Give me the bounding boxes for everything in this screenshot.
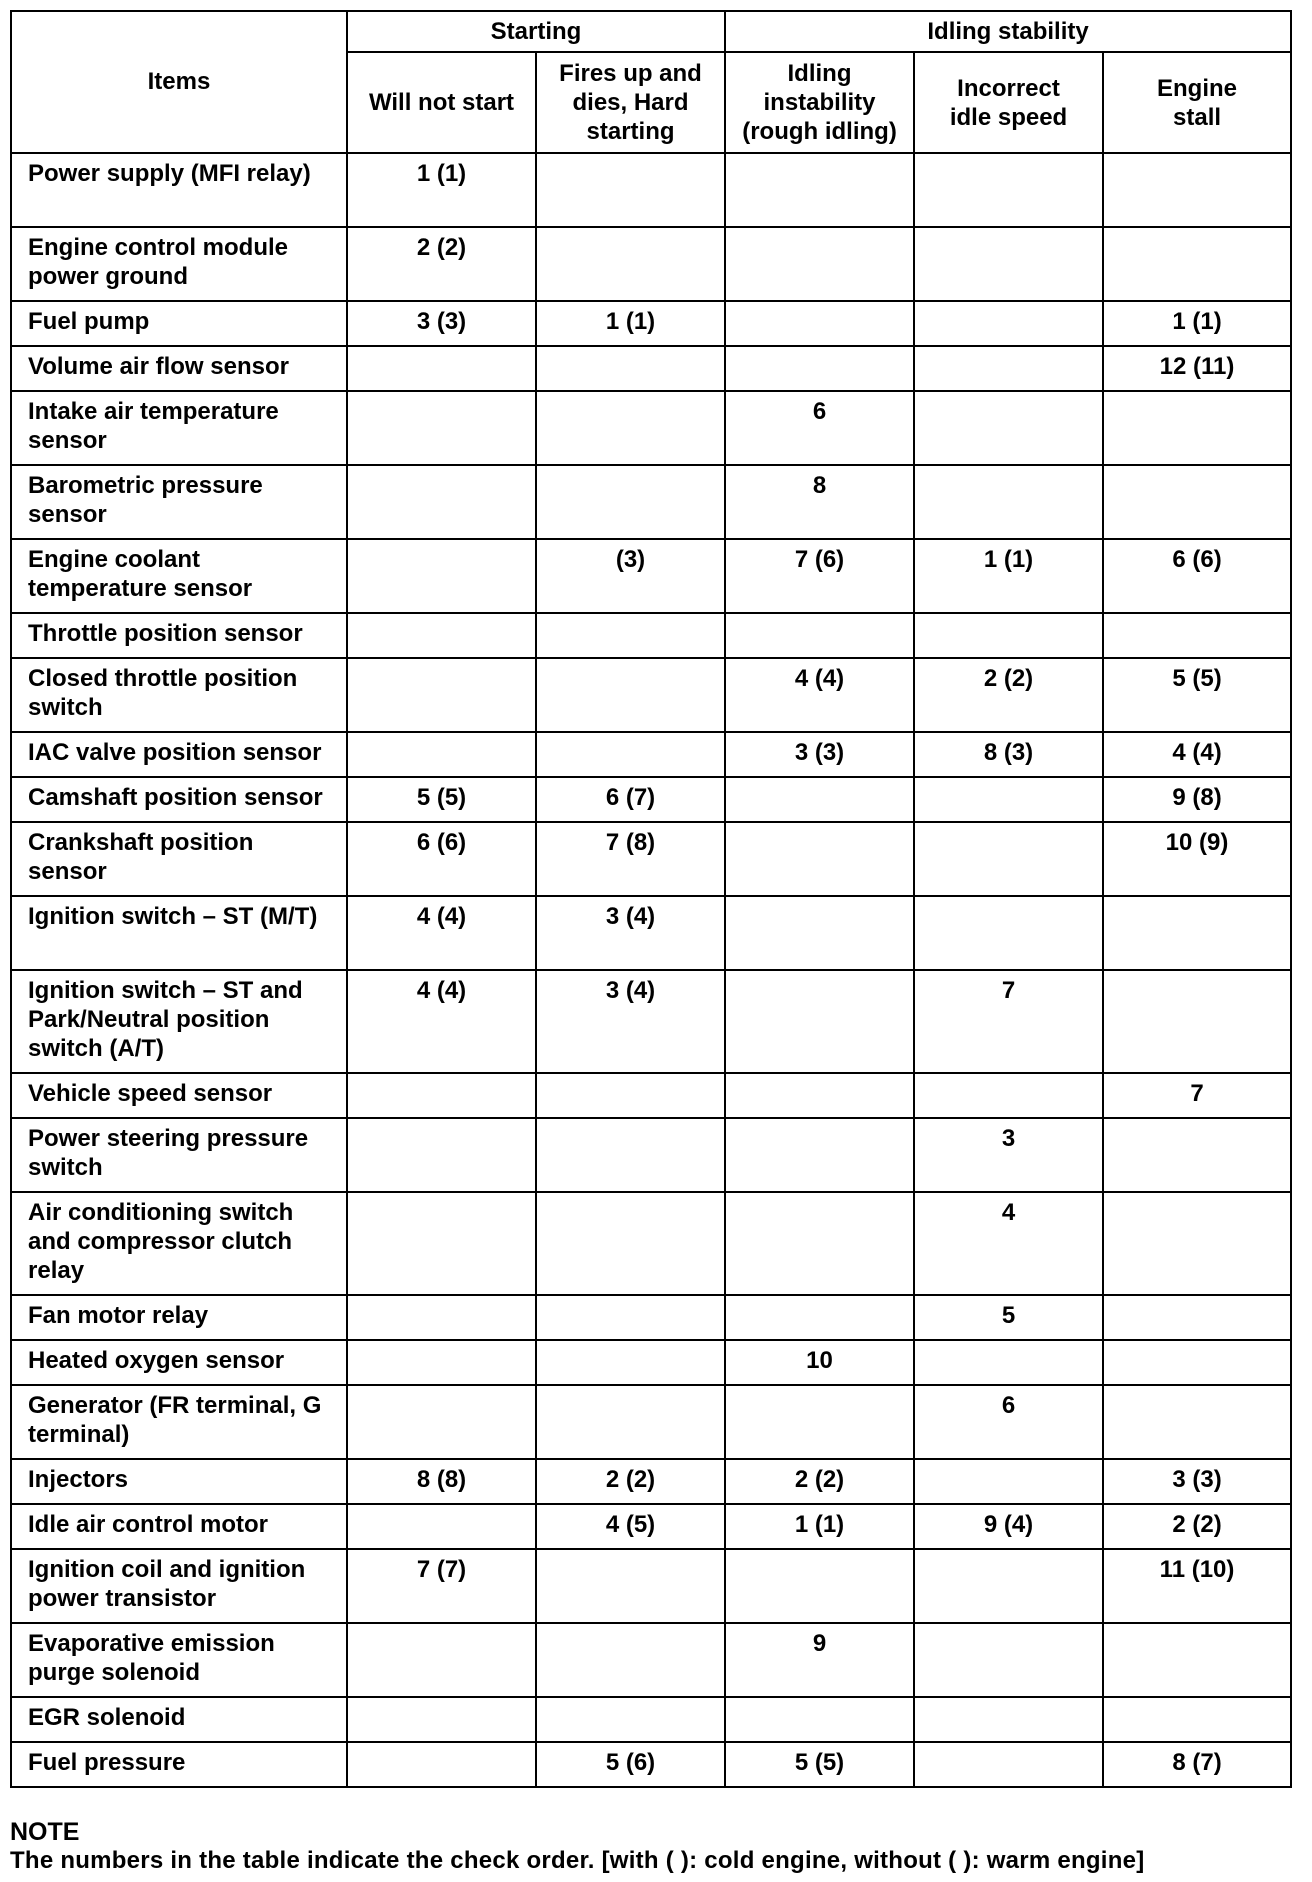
- check-order-cell: 9 (4): [914, 1504, 1103, 1549]
- table-row: [11, 822, 1291, 896]
- row-item-label: Barometric pressure sensor: [11, 465, 347, 539]
- check-order-cell: [914, 1073, 1103, 1118]
- check-order-cell: [347, 1385, 536, 1459]
- table-header: [11, 11, 1291, 153]
- check-order-cell: [347, 465, 536, 539]
- row-item-label: Power steering pressure switch: [11, 1118, 347, 1192]
- check-order-cell: [347, 1504, 536, 1549]
- check-order-cell: (3): [536, 539, 725, 613]
- note-title: NOTE: [10, 1818, 80, 1846]
- check-order-cell: [725, 346, 914, 391]
- table-row: [11, 1549, 1291, 1623]
- check-order-cell: [914, 301, 1103, 346]
- table-row: [11, 732, 1291, 777]
- row-item-label: IAC valve position sensor: [11, 732, 347, 777]
- table-body: [11, 153, 1291, 1787]
- check-order-cell: [347, 1742, 536, 1787]
- check-order-cell: [536, 1192, 725, 1295]
- table-row: [11, 227, 1291, 301]
- check-order-cell: [347, 1697, 536, 1742]
- check-order-cell: 6: [914, 1385, 1103, 1459]
- check-order-cell: [536, 1385, 725, 1459]
- check-order-cell: 1 (1): [914, 539, 1103, 613]
- check-order-cell: [914, 896, 1103, 970]
- check-order-cell: [725, 1118, 914, 1192]
- check-order-cell: [536, 1549, 725, 1623]
- check-order-cell: 3 (3): [347, 301, 536, 346]
- check-order-cell: [914, 1742, 1103, 1787]
- check-order-cell: [536, 346, 725, 391]
- table-row: [11, 346, 1291, 391]
- check-order-cell: [1103, 1623, 1291, 1697]
- note-text: The numbers in the table indicate the check order. [with ( ): cold engine, without ( ): warm engine]: [10, 1847, 1145, 1874]
- check-order-cell: [536, 613, 725, 658]
- check-order-cell: [536, 465, 725, 539]
- check-order-cell: 7 (8): [536, 822, 725, 896]
- check-order-cell: 7 (7): [347, 1549, 536, 1623]
- row-item-label: Fan motor relay: [11, 1295, 347, 1340]
- check-order-cell: [725, 1385, 914, 1459]
- check-order-cell: [347, 346, 536, 391]
- check-order-cell: 12 (11): [1103, 346, 1291, 391]
- check-order-cell: 6 (6): [1103, 539, 1291, 613]
- check-order-cell: [725, 777, 914, 822]
- check-order-cell: [1103, 896, 1291, 970]
- row-item-label: Engine control module power ground: [11, 227, 347, 301]
- row-item-label: Engine coolant temperature sensor: [11, 539, 347, 613]
- table-row: [11, 1742, 1291, 1787]
- check-order-cell: [914, 777, 1103, 822]
- check-order-cell: [347, 391, 536, 465]
- row-item-label: Air conditioning switch and compressor clutch relay: [11, 1192, 347, 1295]
- check-order-cell: [1103, 1385, 1291, 1459]
- check-order-cell: [347, 1073, 536, 1118]
- check-order-cell: 7: [914, 970, 1103, 1073]
- check-order-cell: 5 (6): [536, 1742, 725, 1787]
- check-order-cell: [536, 732, 725, 777]
- check-order-cell: [347, 1192, 536, 1295]
- check-order-cell: [536, 1073, 725, 1118]
- row-item-label: Power supply (MFI relay): [11, 153, 347, 227]
- check-order-cell: 2 (2): [725, 1459, 914, 1504]
- check-order-cell: 3 (3): [725, 732, 914, 777]
- check-order-cell: 8 (7): [1103, 1742, 1291, 1787]
- row-item-label: Ignition coil and ignition power transistor: [11, 1549, 347, 1623]
- check-order-cell: [725, 1549, 914, 1623]
- check-order-cell: 4 (4): [725, 658, 914, 732]
- check-order-cell: [914, 613, 1103, 658]
- check-order-cell: 4 (5): [536, 1504, 725, 1549]
- check-order-cell: [725, 301, 914, 346]
- table-row: [11, 1192, 1291, 1295]
- check-order-cell: [914, 1697, 1103, 1742]
- row-item-label: EGR solenoid: [11, 1697, 347, 1742]
- check-order-cell: [725, 1697, 914, 1742]
- row-item-label: Camshaft position sensor: [11, 777, 347, 822]
- check-order-cell: 8 (3): [914, 732, 1103, 777]
- header-col-fires-up-and-dies: Fires up and dies, Hard starting: [536, 52, 725, 153]
- header-items: Items: [11, 11, 347, 153]
- table-row: [11, 1623, 1291, 1697]
- check-order-cell: [1103, 613, 1291, 658]
- check-order-cell: [914, 822, 1103, 896]
- header-col-incorrect-idle-speed: Incorrect idle speed: [914, 52, 1103, 153]
- table-row: [11, 613, 1291, 658]
- header-col-engine-stall: Engine stall: [1103, 52, 1291, 153]
- check-order-cell: 4 (4): [347, 896, 536, 970]
- check-order-cell: [347, 539, 536, 613]
- row-item-label: Idle air control motor: [11, 1504, 347, 1549]
- check-order-cell: [725, 613, 914, 658]
- diagnosis-table: [10, 10, 1292, 1788]
- check-order-cell: 2 (2): [1103, 1504, 1291, 1549]
- check-order-cell: 4 (4): [1103, 732, 1291, 777]
- check-order-cell: [536, 1697, 725, 1742]
- header-col-idling-instability: Idling instability (rough idling): [725, 52, 914, 153]
- check-order-cell: 5 (5): [1103, 658, 1291, 732]
- check-order-cell: 4: [914, 1192, 1103, 1295]
- check-order-cell: [914, 1459, 1103, 1504]
- check-order-cell: [536, 658, 725, 732]
- check-order-cell: [725, 1192, 914, 1295]
- check-order-cell: [914, 1340, 1103, 1385]
- check-order-cell: [1103, 1340, 1291, 1385]
- row-item-label: Injectors: [11, 1459, 347, 1504]
- diagnosis-document: [10, 10, 1290, 1788]
- check-order-cell: [536, 1623, 725, 1697]
- check-order-cell: [347, 658, 536, 732]
- check-order-cell: [536, 1340, 725, 1385]
- table-row: [11, 539, 1291, 613]
- check-order-cell: [1103, 391, 1291, 465]
- table-row: [11, 896, 1291, 970]
- table-row: [11, 658, 1291, 732]
- table-row: [11, 391, 1291, 465]
- check-order-cell: [1103, 970, 1291, 1073]
- check-order-cell: [347, 732, 536, 777]
- check-order-cell: [347, 1295, 536, 1340]
- check-order-cell: 1 (1): [347, 153, 536, 227]
- check-order-cell: [1103, 1295, 1291, 1340]
- check-order-cell: 3 (4): [536, 896, 725, 970]
- check-order-cell: [1103, 1118, 1291, 1192]
- check-order-cell: 10: [725, 1340, 914, 1385]
- table-row: [11, 1459, 1291, 1504]
- check-order-cell: 7 (6): [725, 539, 914, 613]
- row-item-label: Vehicle speed sensor: [11, 1073, 347, 1118]
- check-order-cell: [347, 1118, 536, 1192]
- check-order-cell: 5: [914, 1295, 1103, 1340]
- check-order-cell: [725, 896, 914, 970]
- row-item-label: Ignition switch – ST and Park/Neutral position switch (A/T): [11, 970, 347, 1073]
- check-order-cell: 1 (1): [536, 301, 725, 346]
- row-item-label: Evaporative emission purge solenoid: [11, 1623, 347, 1697]
- header-group-idling-stability: Idling stability: [725, 11, 1291, 52]
- check-order-cell: [725, 1073, 914, 1118]
- check-order-cell: 3: [914, 1118, 1103, 1192]
- row-item-label: Throttle position sensor: [11, 613, 347, 658]
- check-order-cell: 2 (2): [914, 658, 1103, 732]
- table-row: [11, 777, 1291, 822]
- check-order-cell: 10 (9): [1103, 822, 1291, 896]
- check-order-cell: [725, 153, 914, 227]
- row-item-label: Volume air flow sensor: [11, 346, 347, 391]
- check-order-cell: [914, 227, 1103, 301]
- check-order-cell: 3 (3): [1103, 1459, 1291, 1504]
- table-row: [11, 1385, 1291, 1459]
- table-row: [11, 153, 1291, 227]
- row-item-label: Intake air temperature sensor: [11, 391, 347, 465]
- table-row: [11, 465, 1291, 539]
- check-order-cell: [347, 1340, 536, 1385]
- check-order-cell: 2 (2): [347, 227, 536, 301]
- check-order-cell: [914, 1549, 1103, 1623]
- row-item-label: Closed throttle position switch: [11, 658, 347, 732]
- table-row: [11, 301, 1291, 346]
- check-order-cell: 9 (8): [1103, 777, 1291, 822]
- check-order-cell: 8 (8): [347, 1459, 536, 1504]
- check-order-cell: 9: [725, 1623, 914, 1697]
- check-order-cell: 5 (5): [347, 777, 536, 822]
- check-order-cell: [914, 346, 1103, 391]
- check-order-cell: 6 (6): [347, 822, 536, 896]
- table-row: [11, 1504, 1291, 1549]
- row-item-label: Crankshaft position sensor: [11, 822, 347, 896]
- check-order-cell: 11 (10): [1103, 1549, 1291, 1623]
- row-item-label: Fuel pressure: [11, 1742, 347, 1787]
- table-row: [11, 970, 1291, 1073]
- check-order-cell: 2 (2): [536, 1459, 725, 1504]
- check-order-cell: [725, 1295, 914, 1340]
- check-order-cell: 7: [1103, 1073, 1291, 1118]
- row-item-label: Fuel pump: [11, 301, 347, 346]
- check-order-cell: [1103, 227, 1291, 301]
- check-order-cell: 6 (7): [536, 777, 725, 822]
- check-order-cell: [1103, 1192, 1291, 1295]
- check-order-cell: 4 (4): [347, 970, 536, 1073]
- check-order-cell: [1103, 153, 1291, 227]
- check-order-cell: 3 (4): [536, 970, 725, 1073]
- table-row: [11, 1295, 1291, 1340]
- check-order-cell: [347, 613, 536, 658]
- check-order-cell: [536, 153, 725, 227]
- check-order-cell: 5 (5): [725, 1742, 914, 1787]
- check-order-cell: [536, 227, 725, 301]
- check-order-cell: [1103, 465, 1291, 539]
- check-order-cell: [914, 391, 1103, 465]
- check-order-cell: [536, 391, 725, 465]
- check-order-cell: 8: [725, 465, 914, 539]
- check-order-cell: [725, 822, 914, 896]
- check-order-cell: [914, 465, 1103, 539]
- check-order-cell: 6: [725, 391, 914, 465]
- check-order-cell: [347, 1623, 536, 1697]
- check-order-cell: [725, 227, 914, 301]
- check-order-cell: 1 (1): [1103, 301, 1291, 346]
- table-row: [11, 1697, 1291, 1742]
- check-order-cell: [1103, 1697, 1291, 1742]
- table-row: [11, 1073, 1291, 1118]
- row-item-label: Heated oxygen sensor: [11, 1340, 347, 1385]
- check-order-cell: [536, 1118, 725, 1192]
- table-row: [11, 1118, 1291, 1192]
- header-group-starting: Starting: [347, 11, 725, 52]
- check-order-cell: [914, 1623, 1103, 1697]
- check-order-cell: 1 (1): [725, 1504, 914, 1549]
- row-item-label: Ignition switch – ST (M/T): [11, 896, 347, 970]
- check-order-cell: [725, 970, 914, 1073]
- row-item-label: Generator (FR terminal, G terminal): [11, 1385, 347, 1459]
- check-order-cell: [914, 153, 1103, 227]
- header-col-will-not-start: Will not start: [347, 52, 536, 153]
- table-row: [11, 1340, 1291, 1385]
- check-order-cell: [536, 1295, 725, 1340]
